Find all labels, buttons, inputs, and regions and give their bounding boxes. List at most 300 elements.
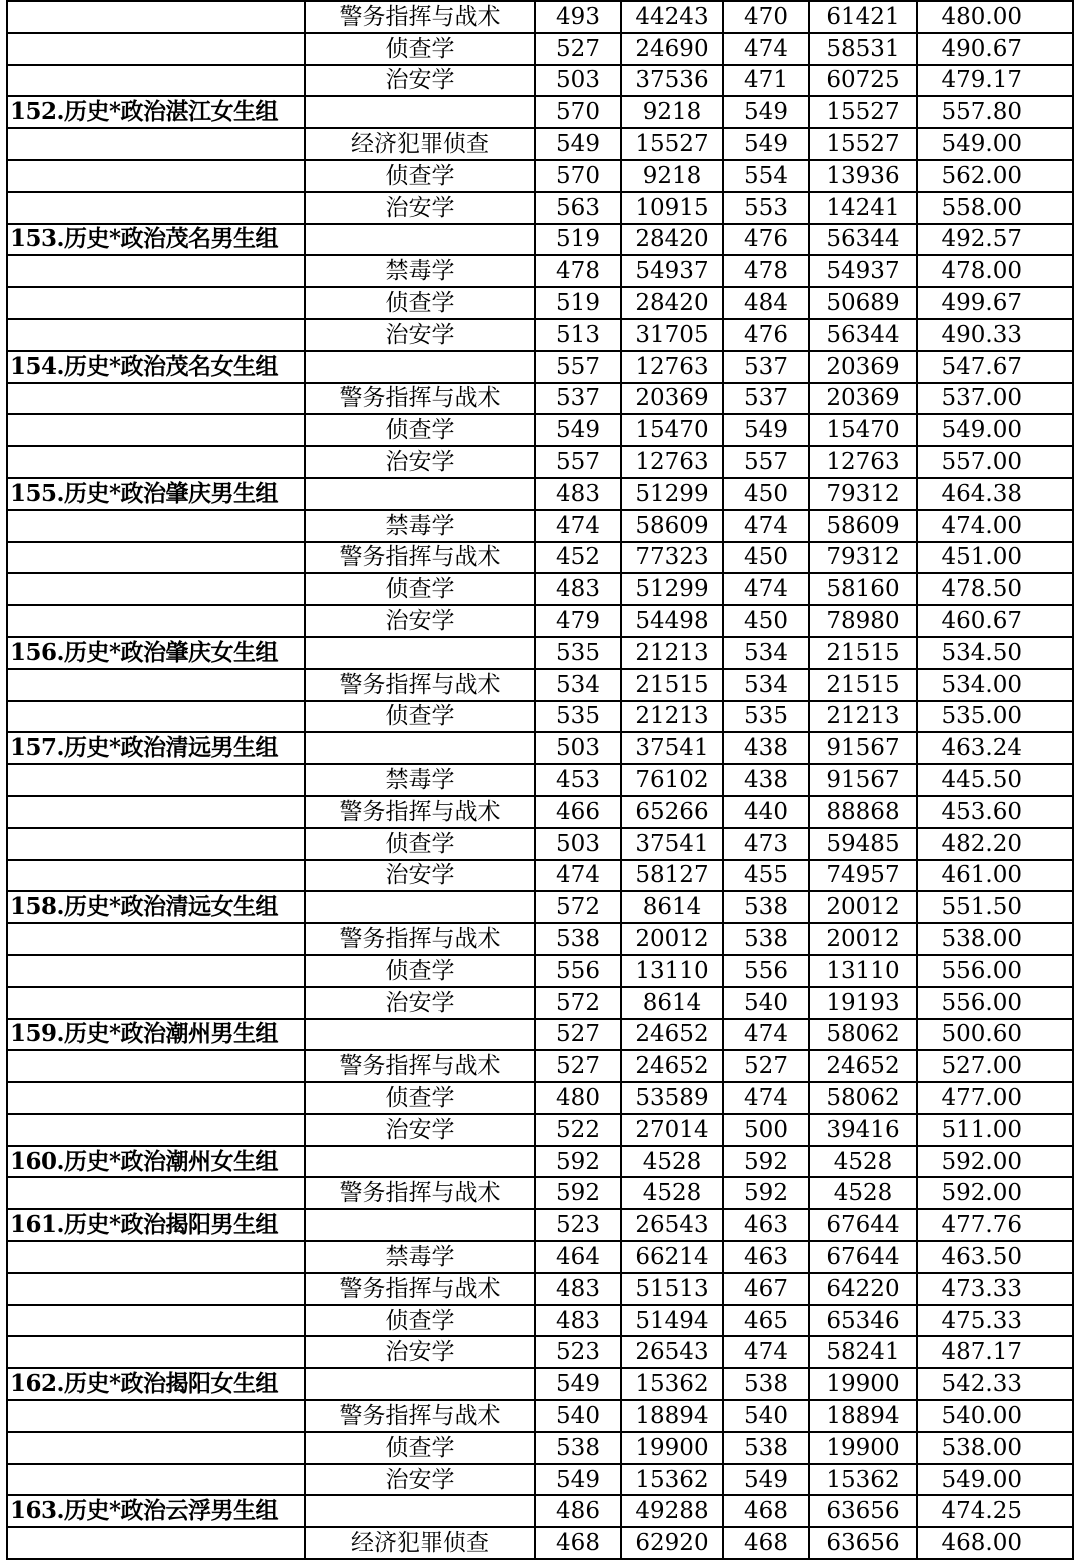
max-score-cell: 557 [535,446,621,478]
table-row [7,446,1073,478]
avg-score-cell: 557.00 [917,446,1073,478]
avg-score-cell: 562.00 [917,160,1073,192]
group-name-cell [7,446,305,478]
max-score-cell: 537 [535,383,621,415]
max-score-cell: 570 [535,160,621,192]
min-rank-cell: 13936 [809,160,917,192]
max-score-cell: 556 [535,955,621,987]
avg-score-cell: 534.00 [917,669,1073,701]
max-rank-cell: 66214 [621,1241,723,1273]
major-name-cell: 侦查学 [305,828,535,860]
avg-score-cell: 477.00 [917,1082,1073,1114]
max-rank-cell: 20369 [621,383,723,415]
min-score-cell: 557 [723,446,809,478]
group-row [7,96,1073,128]
min-rank-cell: 4528 [809,1146,917,1178]
group-name-cell: 159.历史*政治潮州男生组 [7,1019,305,1051]
group-name-cell: 157.历史*政治清远男生组 [7,732,305,764]
avg-score-cell: 556.00 [917,987,1073,1019]
major-name-cell: 治安学 [305,319,535,351]
avg-score-cell: 461.00 [917,860,1073,892]
group-name-cell [7,1464,305,1496]
group-name-cell [7,383,305,415]
min-rank-cell: 54937 [809,255,917,287]
major-name-cell: 警务指挥与战术 [305,1,535,33]
major-name-cell: 治安学 [305,192,535,224]
max-score-cell: 572 [535,891,621,923]
max-rank-cell: 58609 [621,510,723,542]
group-name-cell [7,573,305,605]
max-score-cell: 538 [535,1432,621,1464]
group-row [7,1368,1073,1400]
min-score-cell: 556 [723,955,809,987]
min-rank-cell: 12763 [809,446,917,478]
table-body [7,1,1073,1559]
table-row [7,287,1073,319]
table-row [7,255,1073,287]
major-name-cell: 禁毒学 [305,255,535,287]
max-rank-cell: 21213 [621,637,723,669]
max-rank-cell: 28420 [621,287,723,319]
max-score-cell: 549 [535,414,621,446]
min-score-cell: 438 [723,732,809,764]
group-name-cell [7,1527,305,1559]
major-name-cell: 侦查学 [305,160,535,192]
min-score-cell: 450 [723,542,809,574]
min-score-cell: 468 [723,1495,809,1527]
table-row [7,65,1073,97]
group-name-cell: 153.历史*政治茂名男生组 [7,224,305,256]
min-rank-cell: 63656 [809,1495,917,1527]
min-score-cell: 474 [723,33,809,65]
avg-score-cell: 460.67 [917,605,1073,637]
major-name-cell [305,1146,535,1178]
max-score-cell: 503 [535,65,621,97]
min-score-cell: 474 [723,1019,809,1051]
max-rank-cell: 49288 [621,1495,723,1527]
min-rank-cell: 58062 [809,1082,917,1114]
major-name-cell: 警务指挥与战术 [305,542,535,574]
max-score-cell: 513 [535,319,621,351]
major-name-cell: 侦查学 [305,701,535,733]
major-name-cell: 警务指挥与战术 [305,1050,535,1082]
min-score-cell: 440 [723,796,809,828]
min-score-cell: 455 [723,860,809,892]
min-rank-cell: 19900 [809,1432,917,1464]
table-row [7,542,1073,574]
min-score-cell: 534 [723,637,809,669]
major-name-cell [305,1495,535,1527]
min-score-cell: 540 [723,987,809,1019]
group-name-cell [7,414,305,446]
group-name-cell [7,955,305,987]
table-row [7,764,1073,796]
max-rank-cell: 24652 [621,1019,723,1051]
max-rank-cell: 8614 [621,987,723,1019]
max-rank-cell: 8614 [621,891,723,923]
max-rank-cell: 19900 [621,1432,723,1464]
table-row [7,1273,1073,1305]
min-rank-cell: 15527 [809,128,917,160]
table-row [7,1464,1073,1496]
max-score-cell: 474 [535,860,621,892]
avg-score-cell: 464.38 [917,478,1073,510]
max-rank-cell: 37536 [621,65,723,97]
max-rank-cell: 54498 [621,605,723,637]
table-row [7,1336,1073,1368]
min-score-cell: 473 [723,828,809,860]
max-rank-cell: 76102 [621,764,723,796]
table-row [7,1,1073,33]
table-row [7,160,1073,192]
min-rank-cell: 14241 [809,192,917,224]
avg-score-cell: 551.50 [917,891,1073,923]
min-rank-cell: 15527 [809,96,917,128]
max-score-cell: 523 [535,1209,621,1241]
max-rank-cell: 10915 [621,192,723,224]
max-score-cell: 479 [535,605,621,637]
avg-score-cell: 451.00 [917,542,1073,574]
min-rank-cell: 58531 [809,33,917,65]
min-score-cell: 538 [723,891,809,923]
max-score-cell: 527 [535,1050,621,1082]
score-table [6,0,1074,1560]
group-name-cell [7,796,305,828]
min-rank-cell: 58062 [809,1019,917,1051]
avg-score-cell: 474.00 [917,510,1073,542]
min-rank-cell: 18894 [809,1400,917,1432]
avg-score-cell: 490.33 [917,319,1073,351]
max-rank-cell: 12763 [621,351,723,383]
max-rank-cell: 51513 [621,1273,723,1305]
min-score-cell: 450 [723,605,809,637]
group-name-cell [7,860,305,892]
max-rank-cell: 15362 [621,1368,723,1400]
group-name-cell [7,1273,305,1305]
min-score-cell: 537 [723,383,809,415]
table-row [7,33,1073,65]
group-name-cell [7,65,305,97]
min-rank-cell: 20012 [809,891,917,923]
major-name-cell: 治安学 [305,605,535,637]
max-score-cell: 570 [535,96,621,128]
group-name-cell [7,128,305,160]
min-rank-cell: 58609 [809,510,917,542]
max-rank-cell: 13110 [621,955,723,987]
table-row [7,923,1073,955]
max-rank-cell: 51299 [621,573,723,605]
min-rank-cell: 67644 [809,1209,917,1241]
max-score-cell: 453 [535,764,621,796]
table-row [7,1114,1073,1146]
min-rank-cell: 20369 [809,351,917,383]
group-name-cell [7,192,305,224]
major-name-cell: 禁毒学 [305,1241,535,1273]
group-name-cell [7,669,305,701]
major-name-cell: 警务指挥与战术 [305,796,535,828]
avg-score-cell: 492.57 [917,224,1073,256]
group-name-cell: 161.历史*政治揭阳男生组 [7,1209,305,1241]
max-rank-cell: 18894 [621,1400,723,1432]
min-score-cell: 474 [723,510,809,542]
avg-score-cell: 477.76 [917,1209,1073,1241]
min-score-cell: 467 [723,1273,809,1305]
table-row [7,128,1073,160]
major-name-cell: 治安学 [305,1114,535,1146]
group-name-cell [7,828,305,860]
major-name-cell [305,637,535,669]
group-name-cell [7,1177,305,1209]
group-row [7,351,1073,383]
avg-score-cell: 547.67 [917,351,1073,383]
avg-score-cell: 463.24 [917,732,1073,764]
min-score-cell: 549 [723,96,809,128]
major-name-cell: 警务指挥与战术 [305,923,535,955]
max-score-cell: 592 [535,1146,621,1178]
min-rank-cell: 13110 [809,955,917,987]
avg-score-cell: 534.50 [917,637,1073,669]
avg-score-cell: 474.25 [917,1495,1073,1527]
avg-score-cell: 445.50 [917,764,1073,796]
max-rank-cell: 15527 [621,128,723,160]
max-score-cell: 483 [535,1273,621,1305]
max-score-cell: 483 [535,478,621,510]
min-rank-cell: 56344 [809,224,917,256]
group-name-cell [7,987,305,1019]
table-row [7,860,1073,892]
max-score-cell: 468 [535,1527,621,1559]
major-name-cell: 侦查学 [305,33,535,65]
avg-score-cell: 475.33 [917,1305,1073,1337]
max-rank-cell: 31705 [621,319,723,351]
min-score-cell: 463 [723,1209,809,1241]
major-name-cell: 侦查学 [305,1432,535,1464]
max-score-cell: 523 [535,1336,621,1368]
major-name-cell [305,478,535,510]
max-rank-cell: 15362 [621,1464,723,1496]
avg-score-cell: 500.60 [917,1019,1073,1051]
max-score-cell: 452 [535,542,621,574]
table-row [7,319,1073,351]
avg-score-cell: 540.00 [917,1400,1073,1432]
min-rank-cell: 91567 [809,732,917,764]
min-score-cell: 554 [723,160,809,192]
max-rank-cell: 62920 [621,1527,723,1559]
group-row [7,1209,1073,1241]
min-score-cell: 592 [723,1177,809,1209]
group-name-cell [7,1114,305,1146]
max-score-cell: 519 [535,287,621,319]
min-score-cell: 474 [723,573,809,605]
max-score-cell: 549 [535,1368,621,1400]
max-rank-cell: 27014 [621,1114,723,1146]
table-row [7,701,1073,733]
major-name-cell: 治安学 [305,987,535,1019]
avg-score-cell: 549.00 [917,1464,1073,1496]
max-rank-cell: 12763 [621,446,723,478]
min-score-cell: 474 [723,1336,809,1368]
min-rank-cell: 19193 [809,987,917,1019]
table-row [7,573,1073,605]
major-name-cell: 治安学 [305,446,535,478]
max-rank-cell: 58127 [621,860,723,892]
min-score-cell: 450 [723,478,809,510]
major-name-cell: 侦查学 [305,955,535,987]
major-name-cell: 治安学 [305,860,535,892]
max-score-cell: 538 [535,923,621,955]
table-row [7,605,1073,637]
avg-score-cell: 479.17 [917,65,1073,97]
min-score-cell: 549 [723,414,809,446]
min-score-cell: 438 [723,764,809,796]
max-score-cell: 474 [535,510,621,542]
max-rank-cell: 37541 [621,828,723,860]
max-rank-cell: 26543 [621,1209,723,1241]
avg-score-cell: 537.00 [917,383,1073,415]
major-name-cell: 治安学 [305,1336,535,1368]
min-rank-cell: 74957 [809,860,917,892]
group-name-cell [7,255,305,287]
min-rank-cell: 79312 [809,542,917,574]
max-rank-cell: 24690 [621,33,723,65]
max-score-cell: 503 [535,828,621,860]
min-rank-cell: 88868 [809,796,917,828]
table-row [7,828,1073,860]
group-name-cell [7,1432,305,1464]
max-rank-cell: 51494 [621,1305,723,1337]
major-name-cell: 警务指挥与战术 [305,669,535,701]
max-score-cell: 519 [535,224,621,256]
table-row [7,1432,1073,1464]
group-row [7,891,1073,923]
major-name-cell: 警务指挥与战术 [305,1273,535,1305]
group-row [7,1495,1073,1527]
avg-score-cell: 473.33 [917,1273,1073,1305]
max-rank-cell: 21213 [621,701,723,733]
table-row [7,1527,1073,1559]
major-name-cell: 治安学 [305,65,535,97]
avg-score-cell: 487.17 [917,1336,1073,1368]
major-name-cell: 经济犯罪侦查 [305,128,535,160]
min-score-cell: 470 [723,1,809,33]
min-score-cell: 478 [723,255,809,287]
max-score-cell: 535 [535,701,621,733]
table-row [7,1241,1073,1273]
table-row [7,1305,1073,1337]
major-name-cell [305,732,535,764]
group-name-cell: 155.历史*政治肇庆男生组 [7,478,305,510]
table-row [7,414,1073,446]
min-rank-cell: 20012 [809,923,917,955]
major-name-cell [305,1209,535,1241]
max-rank-cell: 4528 [621,1177,723,1209]
max-score-cell: 549 [535,1464,621,1496]
avg-score-cell: 482.20 [917,828,1073,860]
min-score-cell: 549 [723,1464,809,1496]
min-score-cell: 534 [723,669,809,701]
major-name-cell: 侦查学 [305,573,535,605]
max-score-cell: 493 [535,1,621,33]
min-score-cell: 476 [723,224,809,256]
min-rank-cell: 21515 [809,669,917,701]
max-score-cell: 549 [535,128,621,160]
major-name-cell: 经济犯罪侦查 [305,1527,535,1559]
min-rank-cell: 39416 [809,1114,917,1146]
avg-score-cell: 535.00 [917,701,1073,733]
max-score-cell: 522 [535,1114,621,1146]
table-row [7,1177,1073,1209]
max-score-cell: 483 [535,573,621,605]
avg-score-cell: 527.00 [917,1050,1073,1082]
max-score-cell: 563 [535,192,621,224]
major-name-cell: 禁毒学 [305,764,535,796]
min-score-cell: 538 [723,1368,809,1400]
group-name-cell [7,287,305,319]
max-score-cell: 464 [535,1241,621,1273]
group-name-cell: 162.历史*政治揭阳女生组 [7,1368,305,1400]
avg-score-cell: 549.00 [917,414,1073,446]
min-rank-cell: 67644 [809,1241,917,1273]
min-rank-cell: 24652 [809,1050,917,1082]
max-rank-cell: 15470 [621,414,723,446]
table-row [7,1400,1073,1432]
group-name-cell [7,1305,305,1337]
min-rank-cell: 91567 [809,764,917,796]
max-score-cell: 478 [535,255,621,287]
avg-score-cell: 592.00 [917,1146,1073,1178]
min-rank-cell: 21213 [809,701,917,733]
max-rank-cell: 77323 [621,542,723,574]
table-row [7,955,1073,987]
group-name-cell: 160.历史*政治潮州女生组 [7,1146,305,1178]
max-score-cell: 592 [535,1177,621,1209]
table-row [7,987,1073,1019]
max-score-cell: 540 [535,1400,621,1432]
major-name-cell: 侦查学 [305,414,535,446]
max-score-cell: 527 [535,1019,621,1051]
min-score-cell: 465 [723,1305,809,1337]
min-score-cell: 537 [723,351,809,383]
max-score-cell: 557 [535,351,621,383]
min-score-cell: 471 [723,65,809,97]
min-rank-cell: 56344 [809,319,917,351]
min-rank-cell: 61421 [809,1,917,33]
avg-score-cell: 468.00 [917,1527,1073,1559]
major-name-cell: 侦查学 [305,1305,535,1337]
max-rank-cell: 53589 [621,1082,723,1114]
min-score-cell: 500 [723,1114,809,1146]
major-name-cell: 警务指挥与战术 [305,1177,535,1209]
group-row [7,1146,1073,1178]
major-name-cell: 治安学 [305,1464,535,1496]
avg-score-cell: 549.00 [917,128,1073,160]
min-rank-cell: 50689 [809,287,917,319]
avg-score-cell: 511.00 [917,1114,1073,1146]
major-name-cell [305,224,535,256]
table-row [7,669,1073,701]
avg-score-cell: 499.67 [917,287,1073,319]
min-rank-cell: 20369 [809,383,917,415]
table-row [7,796,1073,828]
min-rank-cell: 21515 [809,637,917,669]
min-rank-cell: 58160 [809,573,917,605]
major-name-cell: 警务指挥与战术 [305,1400,535,1432]
max-score-cell: 572 [535,987,621,1019]
group-name-cell [7,33,305,65]
group-name-cell [7,510,305,542]
min-score-cell: 549 [723,128,809,160]
min-rank-cell: 58241 [809,1336,917,1368]
